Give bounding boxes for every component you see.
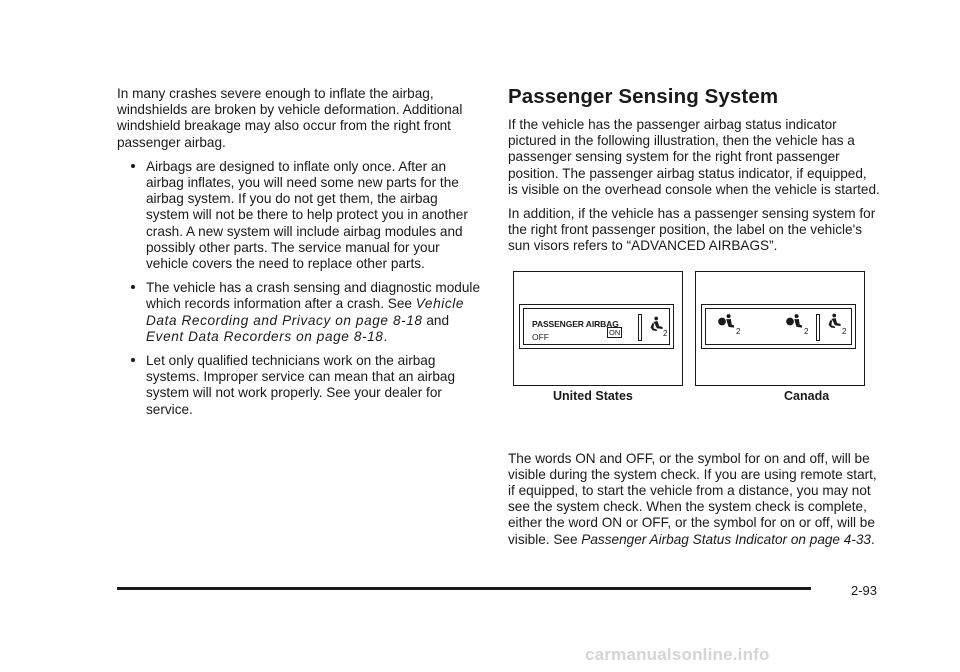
bullet-icon bbox=[131, 358, 135, 362]
bullet-icon bbox=[131, 164, 135, 168]
bullet-text: Airbags are designed to inflate only once. After an airbag inflates, you will need some new parts for the airbag system. If you do not get them, the airbag system will not be there to help protect you in another crash. A new system will include airbag modules and possibly other parts. The service manual for your vehicle covers the need to replace other parts. bbox=[146, 158, 468, 272]
status-indicator-link[interactable]: Passenger Airbag Status Indicator on page 4-33 bbox=[581, 531, 871, 547]
caption-canada: Canada bbox=[784, 388, 830, 403]
list-item bbox=[117, 353, 483, 418]
us-indicator-illustration bbox=[513, 271, 683, 386]
bullet-text: Let only qualified technicians work on the airbag systems. Improper service can mean that an airbag system will not work properly. See your dealer for service. bbox=[146, 353, 456, 417]
status-indicator-figure bbox=[508, 263, 880, 441]
vehicle-data-recording-link[interactable]: Vehicle Data Recording and Privacy on page 8-18 bbox=[146, 296, 465, 328]
bullet-icon bbox=[131, 285, 135, 289]
airbag-on-symbol-icon bbox=[825, 313, 842, 329]
right-column bbox=[508, 86, 880, 556]
canada-indicator-illustration bbox=[695, 271, 865, 386]
watermark: carmanualsonline.info bbox=[585, 645, 770, 664]
passenger-airbag-label: PASSENGER AIRBAG bbox=[532, 318, 619, 329]
advanced-airbags-paragraph: In addition, if the vehicle has a passenger sensing system for the right front passenger position, the label on the vehicle's sun visors refers to “ADVANCED AIRBAGS”. bbox=[508, 206, 876, 254]
sentence-end: . bbox=[870, 531, 875, 547]
airbag-on-symbol-icon bbox=[647, 316, 664, 332]
list-item bbox=[117, 159, 483, 272]
left-column bbox=[117, 86, 483, 426]
symbol-subscript: 2 bbox=[842, 326, 847, 336]
page-number: 2-93 bbox=[851, 583, 878, 598]
footer-rule bbox=[117, 587, 811, 590]
canada-indicator-panel bbox=[701, 304, 856, 349]
on-label: ON bbox=[609, 327, 621, 337]
us-indicator-panel bbox=[519, 304, 674, 349]
indicator-divider bbox=[816, 314, 820, 341]
airbag-off-symbol-icon bbox=[716, 313, 735, 330]
caption-united-states: United States bbox=[553, 388, 633, 403]
intro-paragraph: In many crashes severe enough to inflate the airbag, windshields are broken by vehicle deformation. Additional windshield breakage may also occur from the right front passenger airbag. bbox=[117, 86, 463, 150]
system-check-text: The words ON and OFF, or the symbol for on and off, will be visible during the system check. If you are using remote start, if equipped, to start the vehicle from a distance, you may not see the system check. When the system check is complete, either the word ON or OFF, or the symbol for on or off, will be visible. See bbox=[508, 450, 877, 547]
bullet-text: The vehicle has a crash sensing and diagnostic module which records information after a crash. See bbox=[146, 280, 481, 312]
system-check-paragraph bbox=[508, 451, 880, 548]
symbol-subscript: 2 bbox=[804, 326, 809, 336]
event-data-recorders-link[interactable]: Event Data Recorders on page 8-18 bbox=[146, 328, 384, 344]
airbag-notes-list bbox=[117, 159, 483, 418]
symbol-subscript: 2 bbox=[736, 326, 741, 336]
off-label: OFF bbox=[532, 331, 549, 342]
joiner-text: and bbox=[426, 312, 450, 328]
list-item bbox=[117, 280, 483, 345]
section-heading: Passenger Sensing System bbox=[508, 85, 779, 108]
sensing-intro-paragraph: If the vehicle has the passenger airbag status indicator pictured in the following illustration, then the vehicle has a passenger sensing system for the right front passenger position. The passenger airbag status indicator, if equipped, is visible on the overhead console when the vehicle is started. bbox=[508, 117, 880, 197]
indicator-divider bbox=[638, 314, 642, 341]
airbag-off-symbol-icon bbox=[784, 313, 803, 330]
symbol-subscript: 2 bbox=[663, 328, 668, 338]
sentence-end: . bbox=[383, 328, 388, 344]
